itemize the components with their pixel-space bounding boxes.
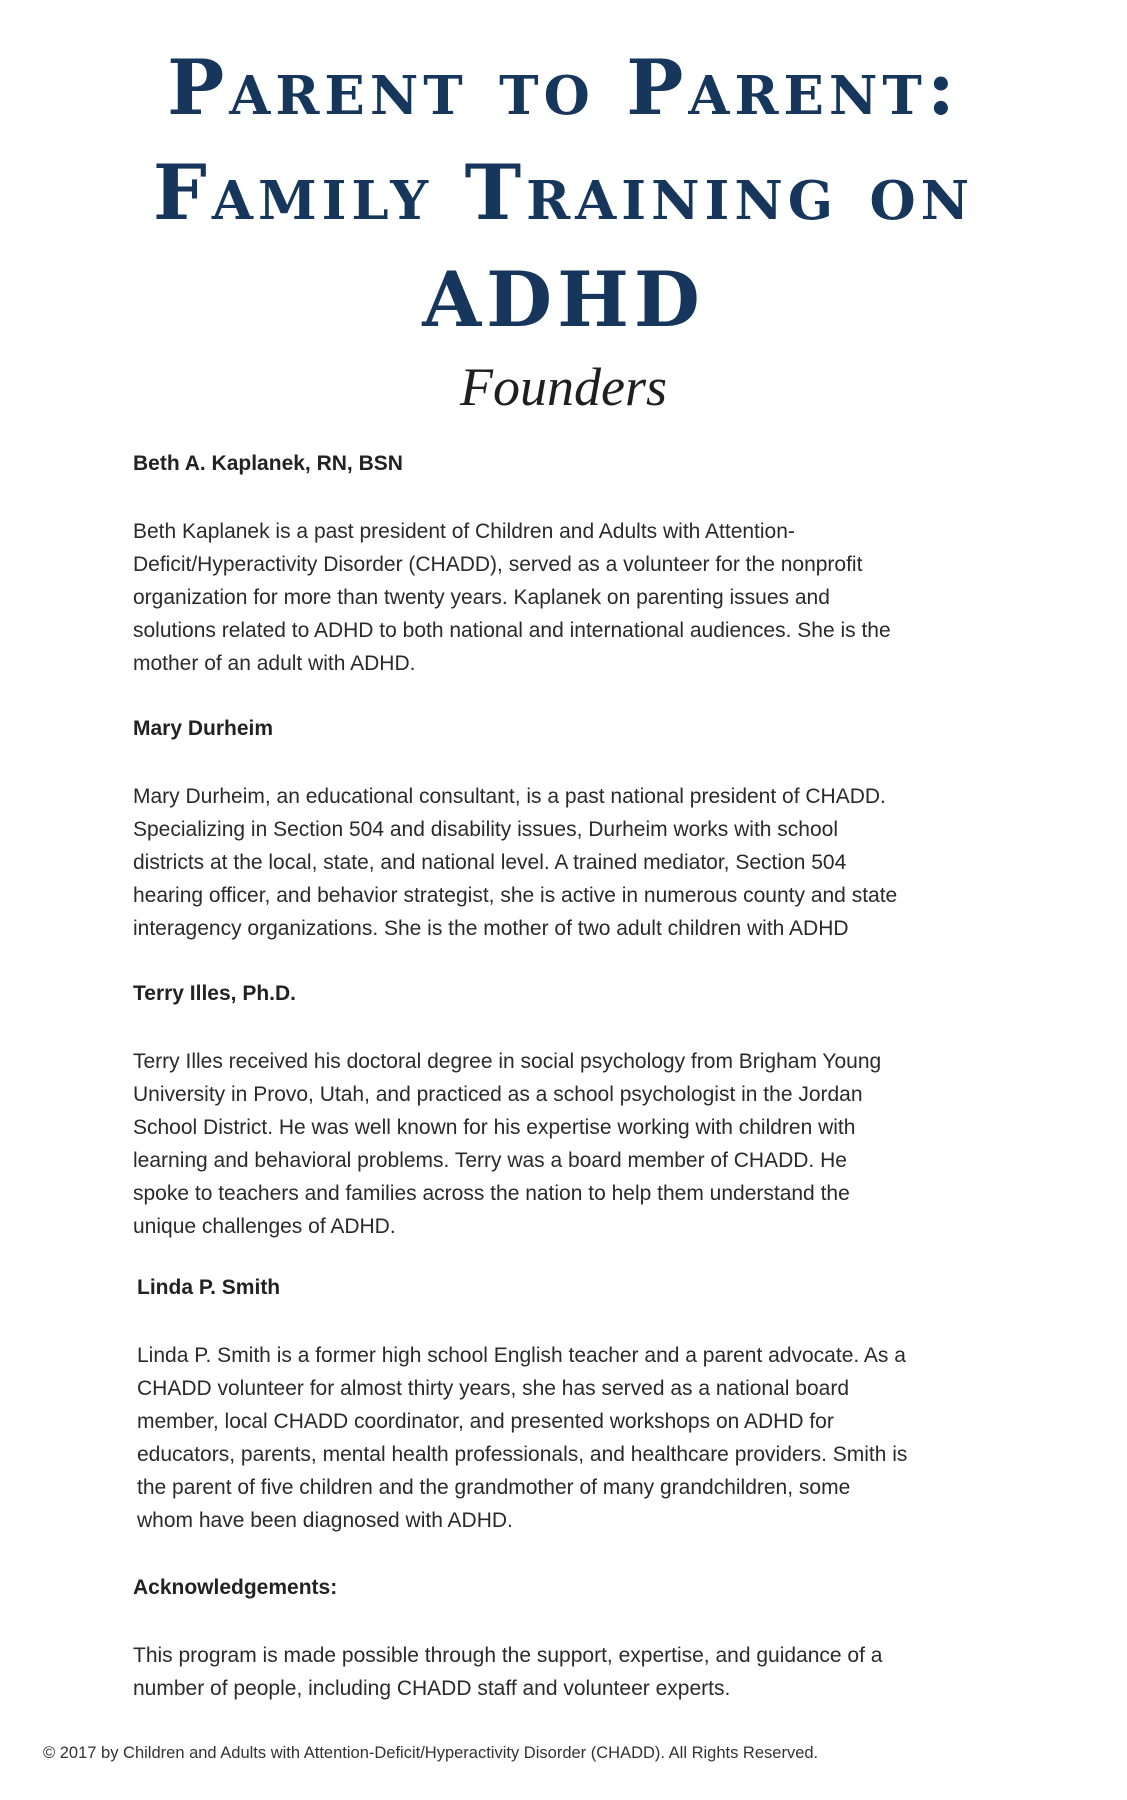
page-subtitle: Founders (460, 357, 667, 417)
founder-section-durheim (133, 717, 1013, 945)
founder-section-smith (137, 1276, 1017, 1537)
bio-line: whom have been diagnosed with ADHD. (137, 1509, 513, 1532)
bio-line: Terry Illes received his doctoral degree in social psychology from Brigham Young (133, 1050, 882, 1073)
founder-name: Beth A. Kaplanek, RN, BSN (133, 452, 403, 475)
acknowledgements-text (133, 1639, 1013, 1705)
bio-line: interagency organizations. She is the mother of two adult children with ADHD (133, 917, 849, 940)
bio-line: spoke to teachers and families across the nation to help them understand the (133, 1182, 850, 1205)
bio-line: organization for more than twenty years. Kaplanek on parenting issues and (133, 586, 830, 609)
copyright-footer: © 2017 by Children and Adults with Attention-Deficit/Hyperactivity Disorder (CHADD). All Rights Reserved. (43, 1744, 819, 1762)
body-line: This program is made possible through the support, expertise, and guidance of a (133, 1644, 883, 1667)
founder-section-kaplanek (133, 452, 1013, 680)
founder-section-illes (133, 982, 1013, 1243)
bio-line: School District. He was well known for his expertise working with children with (133, 1116, 856, 1139)
bio-line: hearing officer, and behavior strategist, she is active in numerous county and state (133, 884, 898, 907)
founder-name: Linda P. Smith (137, 1276, 281, 1299)
founder-bio (133, 780, 1013, 945)
bio-line: Mary Durheim, an educational consultant, is a past national president of CHADD. (133, 785, 886, 808)
bio-line: unique challenges of ADHD. (133, 1215, 396, 1238)
founder-name: Mary Durheim (133, 717, 274, 740)
bio-line: University in Provo, Utah, and practiced as a school psychologist in the Jordan (133, 1083, 863, 1106)
bio-line: districts at the local, state, and national level. A trained mediator, Section 504 (133, 851, 847, 874)
bio-line: educators, parents, mental health professionals, and healthcare providers. Smith is (137, 1443, 908, 1466)
founder-name: Terry Illes, Ph.D. (133, 982, 297, 1005)
acknowledgements-heading: Acknowledgements: (133, 1576, 338, 1599)
founder-bio (133, 515, 1013, 680)
bio-line: the parent of five children and the grandmother of many grandchildren, some (137, 1476, 851, 1499)
bio-line: Linda P. Smith is a former high school English teacher and a parent advocate. As a (137, 1344, 906, 1367)
founder-bio (137, 1339, 1017, 1537)
body-line: number of people, including CHADD staff and volunteer experts. (133, 1677, 731, 1700)
bio-line: mother of an adult with ADHD. (133, 652, 416, 675)
bio-line: Deficit/Hyperactivity Disorder (CHADD), served as a volunteer for the nonprofit (133, 553, 863, 576)
bio-line: CHADD volunteer for almost thirty years, she has served as a national board (137, 1377, 850, 1400)
acknowledgements-section (133, 1576, 1013, 1705)
founder-bio (133, 1045, 1013, 1243)
bio-line: Beth Kaplanek is a past president of Children and Adults with Attention- (133, 520, 795, 543)
bio-line: member, local CHADD coordinator, and presented workshops on ADHD for (137, 1410, 834, 1433)
page-title-line-2: Family Training on (152, 148, 975, 237)
bio-line: learning and behavioral problems. Terry was a board member of CHADD. He (133, 1149, 847, 1172)
page-title-line-3: ADHD (422, 255, 705, 344)
page-title-line-1: Parent to Parent: (167, 43, 960, 132)
bio-line: Specializing in Section 504 and disability issues, Durheim works with school (133, 818, 839, 841)
bio-line: solutions related to ADHD to both national and international audiences. She is the (133, 619, 891, 642)
